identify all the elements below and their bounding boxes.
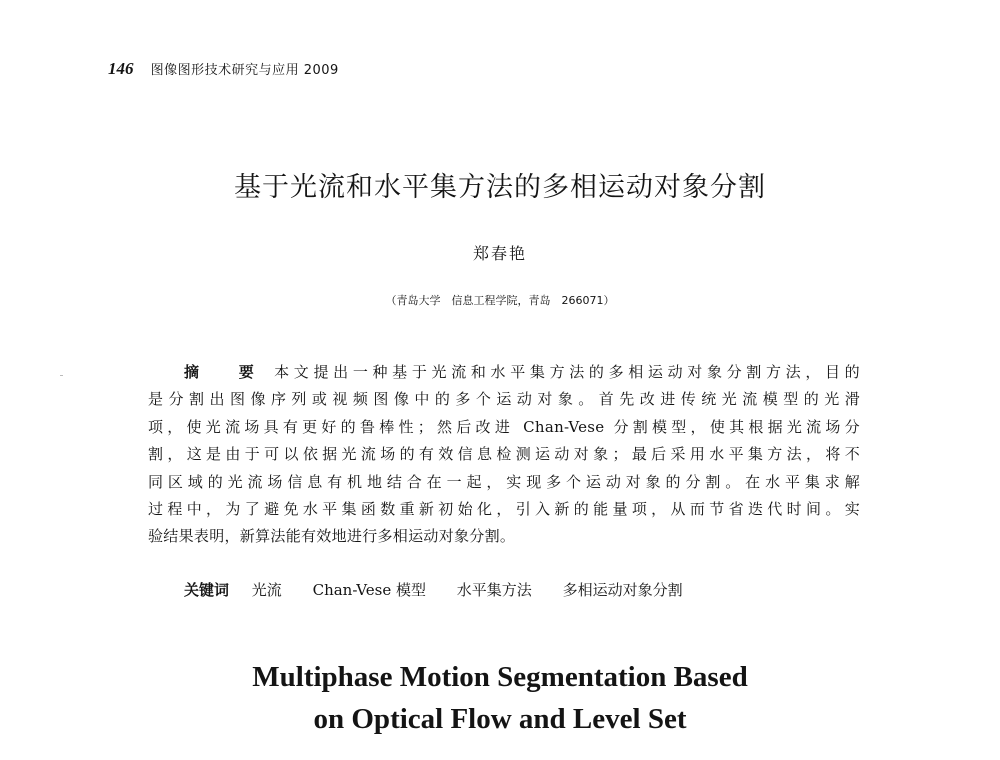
- keyword-item: 光流: [251, 581, 282, 599]
- article-title-chinese: 基于光流和水平集方法的多相运动对象分割: [234, 172, 766, 203]
- abstract-line: 验结果表明，新算法能有效地进行多相运动对象分割。: [148, 527, 516, 546]
- abstract-line: 项，使光流场具有更好的鲁棒性；然后改进 Chan-Vese 分割模型，使其根据光流场分: [148, 417, 860, 436]
- author-name: 郑春艳: [472, 244, 527, 263]
- keyword-item: 多相运动对象分割: [562, 581, 683, 599]
- english-title-line: on Optical Flow and Level Set: [313, 703, 687, 735]
- journal-name: 图像图形技术研究与应用 2009: [150, 63, 339, 78]
- abstract: [148, 359, 860, 551]
- keywords-label: 关键词: [184, 581, 230, 599]
- abstract-line: [148, 359, 860, 386]
- abstract-line: 是分割出图像序列或视频图像中的多个运动对象。首先改进传统光流模型的光滑: [148, 390, 860, 409]
- abstract-line: 割，这是由于可以依据光流场的有效信息检测运动对象；最后采用水平集方法，将不: [148, 445, 860, 464]
- abstract-line: 过程中，为了避免水平集函数重新初始化，引入新的能量项，从而节省迭代时间。实: [148, 499, 860, 518]
- abstract-text: 本文提出一种基于光流和水平集方法的多相运动对象分割方法，目的: [274, 363, 860, 381]
- keywords: [184, 578, 709, 602]
- scan-mark: [60, 375, 63, 376]
- keyword-item: Chan-Vese 模型: [312, 581, 426, 599]
- abstract-label: 摘 要: [184, 363, 267, 381]
- english-title-line: Multiphase Motion Segmentation Based: [252, 661, 748, 693]
- abstract-line: 同区域的光流场信息有机地结合在一起，实现多个运动对象的分割。在水平集求解: [148, 472, 860, 491]
- page-number: 146: [108, 59, 134, 78]
- author-affiliation: （青岛大学 信息工程学院，青岛 266071）: [385, 294, 615, 307]
- keyword-item: 水平集方法: [456, 581, 532, 599]
- article-title-english: [0, 656, 1000, 740]
- running-header: [108, 58, 339, 82]
